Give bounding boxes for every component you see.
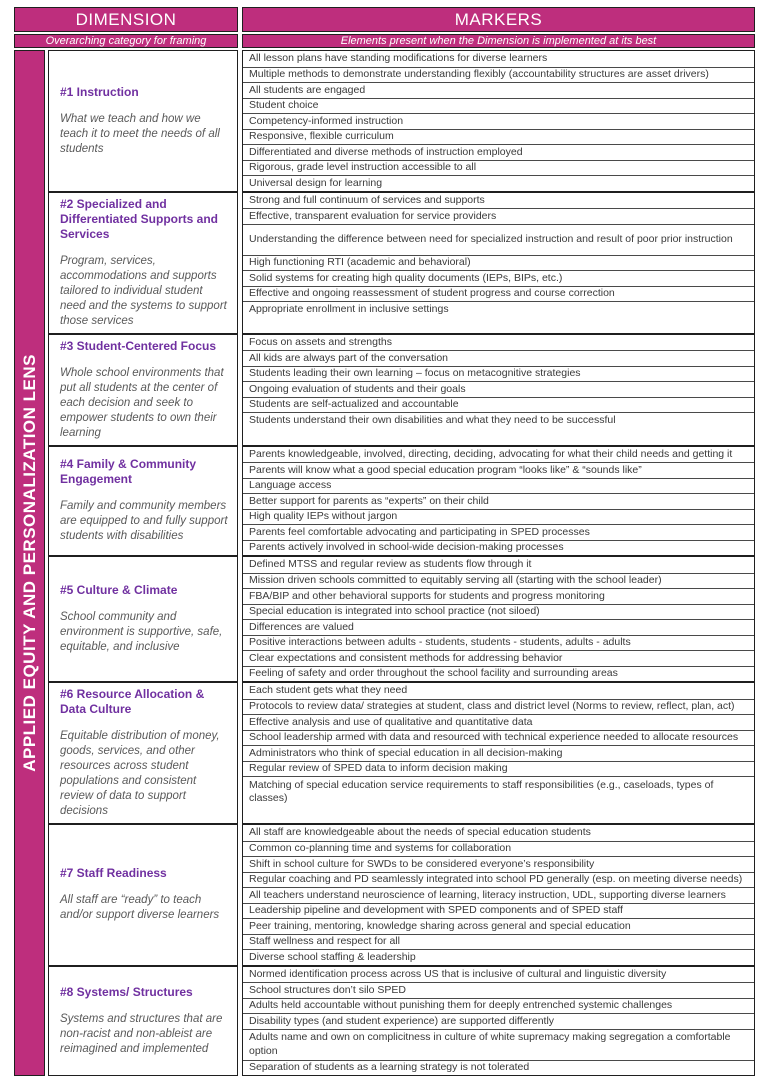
marker-row (243, 524, 754, 540)
marker-row (243, 509, 754, 525)
marker-text: Ongoing evaluation of students and their goals (249, 383, 466, 397)
marker-row (243, 67, 754, 83)
table-header-row (14, 7, 755, 32)
marker-text: Matching of special education service requirements to staff responsibilities (e.g., caseloads, types of classes) (249, 779, 749, 806)
dimension-description: Whole school environments that put all students at the center of each decision and seek to empower students to own their learning (60, 366, 229, 441)
markers-cell-group (242, 557, 755, 683)
marker-text: Effective and ongoing reassessment of student progress and course correction (249, 287, 615, 301)
marker-text: Special education is integrated into school practice (not siloed) (249, 605, 540, 619)
marker-text: Shift in school culture for SWDs to be considered everyone’s responsibility (249, 858, 594, 872)
marker-row (243, 934, 754, 950)
marker-text: Diverse school staffing & leadership (249, 951, 416, 965)
marker-row (243, 366, 754, 382)
marker-row (243, 604, 754, 620)
marker-row (243, 98, 754, 114)
marker-text: Normed identification process across US that is inclusive of cultural and linguistic diversity (249, 968, 666, 982)
dimension-subheader-cell (14, 34, 238, 48)
marker-row (243, 493, 754, 509)
marker-row (243, 255, 754, 271)
marker-row (243, 412, 754, 428)
dimension-cell-7 (48, 825, 238, 967)
marker-text: School leadership armed with data and resourced with technical experience needed to allocate resources (249, 731, 738, 745)
marker-row (243, 699, 754, 715)
marker-text: All teachers understand neuroscience of learning, literacy instruction, UDL, supporting diverse learners (249, 889, 726, 903)
marker-text: Protocols to review data/ strategies at student, class and district level (Norms to review, reflect, plan, act) (249, 700, 735, 714)
dimension-cell-4 (48, 447, 238, 558)
marker-row (243, 447, 754, 463)
marker-text: Parents will know what a good special education program “looks like” & “sounds like” (249, 464, 642, 478)
dimension-section-8 (48, 967, 755, 1076)
marker-row (243, 856, 754, 872)
marker-row (243, 776, 754, 807)
marker-text: Administrators who think of special education in all decision-making (249, 747, 562, 761)
dimension-section-6 (48, 683, 755, 825)
dimension-cell-2 (48, 193, 238, 335)
marker-text: Understanding the difference between need for specialized instruction and result of poor prior instruction (249, 233, 733, 247)
marker-text: All lesson plans have standing modifications for diverse learners (249, 52, 547, 66)
markers-cell-group (242, 967, 755, 1076)
marker-row (243, 350, 754, 366)
side-band-label: APPLIED EQUITY AND PERSONALIZATION LENS (20, 354, 40, 772)
dimension-title: #6 Resource Allocation & Data Culture (60, 687, 229, 717)
marker-row (243, 301, 754, 317)
marker-row (243, 745, 754, 761)
dimension-header-cell (14, 7, 238, 32)
marker-text: All students are engaged (249, 84, 365, 98)
marker-row (243, 129, 754, 145)
dimension-subheader-label: Overarching category for framing (46, 35, 207, 47)
marker-row (243, 193, 754, 209)
marker-text: Differences are valued (249, 621, 354, 635)
dimension-title: #3 Student-Centered Focus (60, 339, 229, 354)
dimension-cell-6 (48, 683, 238, 825)
dimension-title: #1 Instruction (60, 85, 229, 100)
marker-text: Competency-informed instruction (249, 115, 403, 129)
dimension-title: #7 Staff Readiness (60, 866, 229, 881)
marker-text: Each student gets what they need (249, 684, 407, 698)
marker-row (243, 160, 754, 176)
marker-text: All staff are knowledgeable about the needs of special education students (249, 826, 591, 840)
marker-row (243, 557, 754, 573)
marker-text: Students understand their own disabilities and what they need to be successful (249, 414, 616, 428)
dimension-title: #2 Specialized and Differentiated Supports and Services (60, 197, 229, 242)
table-body (14, 50, 755, 1076)
marker-text: Common co-planning time and systems for collaboration (249, 842, 511, 856)
dimension-cell-8 (48, 967, 238, 1076)
dimension-description: Program, services, accommodations and supports tailored to individual student need and the systems to support those services (60, 254, 229, 329)
marker-text: Parents feel comfortable advocating and participating in SPED processes (249, 526, 590, 540)
dimension-section-5 (48, 557, 755, 683)
marker-text: Mission driven schools committed to equitably serving all (starting with the school leader) (249, 574, 662, 588)
marker-text: Language access (249, 479, 331, 493)
marker-row (243, 903, 754, 919)
marker-row (243, 270, 754, 286)
marker-row (243, 51, 754, 67)
marker-row (243, 144, 754, 160)
marker-row (243, 982, 754, 998)
dimension-section-7 (48, 825, 755, 967)
markers-header-cell (242, 7, 755, 32)
marker-row (243, 1060, 754, 1076)
marker-row (243, 761, 754, 777)
marker-row (243, 381, 754, 397)
marker-row (243, 619, 754, 635)
marker-row (243, 286, 754, 302)
marker-text: High quality IEPs without jargon (249, 510, 397, 524)
marker-text: Adults name and own on complicitness in culture of white supremacy making segregation a comfortable option (249, 1031, 749, 1058)
dimension-description: All staff are “ready” to teach and/or support diverse learners (60, 893, 229, 923)
marker-row (243, 666, 754, 682)
marker-row (243, 714, 754, 730)
marker-text: Strong and full continuum of services and supports (249, 194, 485, 208)
marker-row (243, 224, 754, 255)
marker-row (243, 887, 754, 903)
marker-text: Adults held accountable without punishing them for deeply entrenched systemic challenges (249, 999, 672, 1013)
marker-text: Regular review of SPED data to inform decision making (249, 762, 508, 776)
marker-row (243, 208, 754, 224)
marker-row (243, 335, 754, 351)
marker-text: Parents actively involved in school-wide decision-making processes (249, 541, 564, 555)
dimension-cell-1 (48, 50, 238, 193)
marker-text: Rigorous, grade level instruction accessible to all (249, 161, 476, 175)
dimension-description: Systems and structures that are non-racist and non-ableist are reimagined and implemented (60, 1012, 229, 1057)
marker-text: Universal design for learning (249, 177, 382, 191)
marker-text: FBA/BIP and other behavioral supports for students and progress monitoring (249, 590, 605, 604)
marker-row (243, 872, 754, 888)
marker-row (243, 462, 754, 478)
marker-row (243, 82, 754, 98)
marker-row (243, 113, 754, 129)
dimension-cell-3 (48, 335, 238, 447)
marker-text: Differentiated and diverse methods of instruction employed (249, 146, 523, 160)
marker-text: Parents knowledgeable, involved, directing, deciding, advocating for what their child needs and getting it (249, 448, 732, 462)
marker-text: Peer training, mentoring, knowledge sharing across general and special education (249, 920, 631, 934)
dimension-section-2 (48, 193, 755, 335)
marker-text: Staff wellness and respect for all (249, 935, 400, 949)
marker-text: Defined MTSS and regular review as students flow through it (249, 558, 531, 572)
marker-row (243, 540, 754, 556)
markers-cell-group (242, 335, 755, 447)
marker-text: Effective analysis and use of qualitative and quantitative data (249, 716, 533, 730)
table-subheader-row (14, 34, 755, 48)
marker-text: Responsive, flexible curriculum (249, 130, 394, 144)
marker-row (243, 650, 754, 666)
marker-row (243, 175, 754, 191)
dimension-title: #4 Family & Community Engagement (60, 457, 229, 487)
markers-cell-group (242, 683, 755, 825)
marker-row (243, 635, 754, 651)
marker-row (243, 730, 754, 746)
dimension-description: Equitable distribution of money, goods, services, and other resources across student populations and consistent review of data to support decisions (60, 729, 229, 819)
markers-header-label: MARKERS (455, 10, 543, 30)
marker-row (243, 949, 754, 965)
markers-subheader-label: Elements present when the Dimension is implemented at its best (341, 35, 657, 47)
marker-text: High functioning RTI (academic and behavioral) (249, 256, 471, 270)
dimension-description: School community and environment is supportive, safe, equitable, and inclusive (60, 610, 229, 655)
marker-row (243, 1029, 754, 1060)
marker-row (243, 478, 754, 494)
markers-cell-group (242, 193, 755, 335)
dimension-section-3 (48, 335, 755, 447)
marker-text: Appropriate enrollment in inclusive settings (249, 303, 449, 317)
dimension-cell-5 (48, 557, 238, 683)
dimension-section-1 (48, 50, 755, 193)
marker-text: Disability types (and student experience) are supported differently (249, 1015, 554, 1029)
marker-text: Leadership pipeline and development with SPED components and of SPED staff (249, 904, 623, 918)
marker-row (243, 998, 754, 1014)
marker-row (243, 683, 754, 699)
marker-row (243, 841, 754, 857)
marker-text: Effective, transparent evaluation for service providers (249, 210, 496, 224)
dimension-title: #8 Systems/ Structures (60, 985, 229, 1000)
marker-text: School structures don’t silo SPED (249, 984, 406, 998)
markers-subheader-cell (242, 34, 755, 48)
dimension-description: What we teach and how we teach it to meet the needs of all students (60, 112, 229, 157)
side-band (14, 50, 45, 1076)
dimension-section-4 (48, 447, 755, 558)
marker-text: Focus on assets and strengths (249, 336, 392, 350)
markers-cell-group (242, 50, 755, 193)
marker-text: Feeling of safety and order throughout the school facility and surrounding areas (249, 667, 618, 681)
dimension-description: Family and community members are equipped to and fully support students with disabilities (60, 499, 229, 544)
markers-cell-group (242, 447, 755, 558)
marker-text: Students leading their own learning – focus on metacognitive strategies (249, 367, 581, 381)
marker-text: Regular coaching and PD seamlessly integrated into school PD generally (esp. on meeting diverse needs) (249, 873, 742, 887)
marker-text: Solid systems for creating high quality documents (IEPs, BIPs, etc.) (249, 272, 562, 286)
marker-text: Multiple methods to demonstrate understanding flexibly (accountability structures are asset drivers) (249, 68, 709, 82)
marker-row (243, 918, 754, 934)
marker-text: Separation of students as a learning strategy is not tolerated (249, 1061, 529, 1075)
markers-cell-group (242, 825, 755, 967)
dimension-header-label: DIMENSION (76, 10, 177, 30)
marker-text: Better support for parents as “experts” on their child (249, 495, 489, 509)
sections (48, 50, 755, 1076)
marker-text: All kids are always part of the conversation (249, 352, 448, 366)
marker-row (243, 573, 754, 589)
marker-text: Student choice (249, 99, 318, 113)
marker-row (243, 1013, 754, 1029)
marker-row (243, 397, 754, 413)
dimension-title: #5 Culture & Climate (60, 583, 229, 598)
marker-row (243, 588, 754, 604)
marker-text: Clear expectations and consistent methods for addressing behavior (249, 652, 562, 666)
marker-row (243, 967, 754, 983)
marker-text: Positive interactions between adults - students, students - students, adults - adults (249, 636, 631, 650)
marker-row (243, 825, 754, 841)
marker-text: Students are self-actualized and accountable (249, 398, 459, 412)
